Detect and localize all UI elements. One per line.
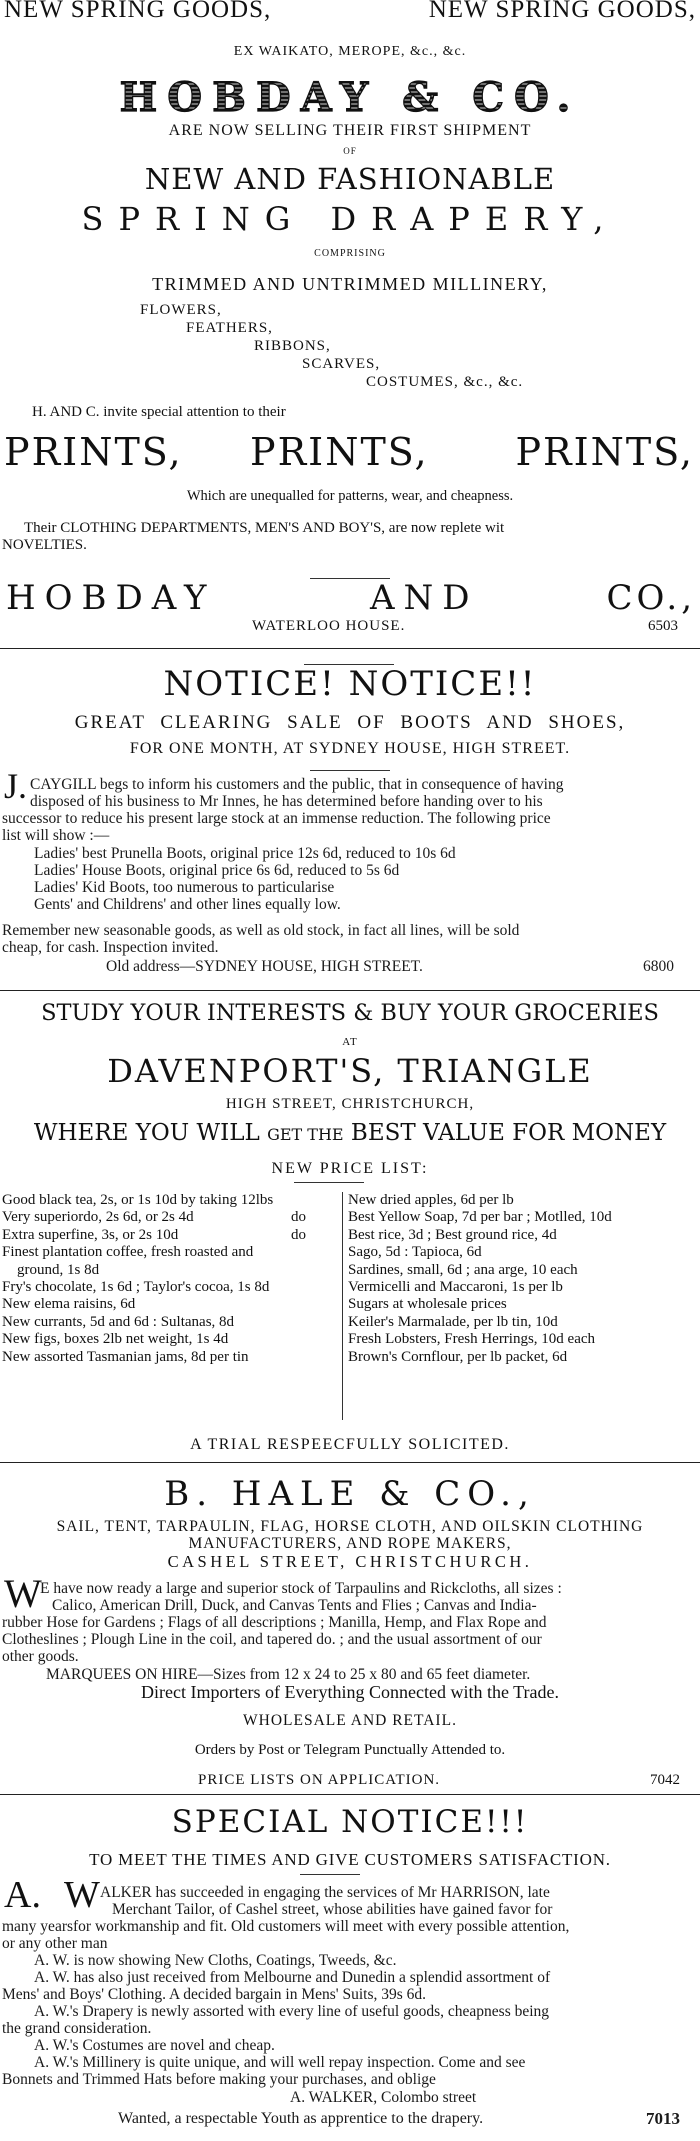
walker-line: Bonnets and Trimmed Hats before making your purchases, and oblige — [2, 2071, 436, 2088]
dropcap-w2: W — [64, 1874, 100, 1916]
price-list-right — [348, 1192, 698, 1366]
hale-para-4: Clotheslines ; Plough Line in the coil, and tapered do. ; and the usual assortment of our — [2, 1631, 542, 1648]
flowers-line: FLOWERS, — [140, 302, 222, 318]
price-row: Fry's chocolate, 1s 6d ; Taylor's cocoa, 1s 8d — [2, 1279, 270, 1296]
walker-line: A. W. has also just received from Melbourne and Dunedin a splendid assortment of — [34, 1969, 551, 1986]
importers-line: Direct Importers of Everything Connected with the Trade. — [141, 1682, 559, 1702]
hale-address: CASHEL STREET, CHRISTCHURCH. — [167, 1552, 533, 1571]
price-list-divider — [342, 1192, 343, 1420]
caygill-para-2: disposed of his business to Mr Innes, he has determined before handing over to his — [30, 793, 543, 810]
spring-drapery: SPRING DRAPERY, — [81, 200, 619, 238]
dropcap-j: J. — [4, 766, 28, 806]
short-rule — [310, 770, 390, 771]
spring-goods-right: NEW SPRING GOODS, — [428, 0, 696, 23]
caygill-para-4: list will show :— — [2, 827, 110, 844]
prints-1: PRINTS, — [4, 430, 183, 474]
ad5-ref: 7013 — [646, 2109, 680, 2128]
new-fashionable: NEW AND FASHIONABLE — [144, 162, 556, 196]
hale-name: B. HALE & CO., — [164, 1474, 536, 1514]
davenports-address: HIGH STREET, CHRISTCHURCH, — [225, 1096, 475, 1112]
price-list-left — [2, 1192, 340, 1366]
prints-2: PRINTS, — [250, 430, 429, 474]
walker-para-1: ALKER has succeeded in engaging the services of Mr HARRISON, late — [100, 1884, 550, 1901]
unequalled-line: Which are unequalled for patterns, wear, and cheapness. — [186, 488, 514, 504]
notice-title: NOTICE! NOTICE!! — [163, 664, 537, 704]
hobday-logo-text: HOBDAY & CO. — [119, 78, 581, 118]
waterloo-house: WATERLOO HOUSE. — [252, 618, 406, 634]
davenports-name: DAVENPORT'S, TRIANGLE — [107, 1052, 593, 1090]
marquees-line: MARQUEES ON HIRE—Sizes from 12 x 24 to 25 x 80 and 65 feet diameter. — [46, 1666, 531, 1683]
walker-line: Mens' and Boys' Clothing. A decided bargain in Mens' Suits, 39s 6d. — [2, 1986, 427, 2003]
groceries-headline: STUDY YOUR INTERESTS & BUY YOUR GROCERIES — [41, 1000, 659, 1026]
best-value-for-money: BEST VALUE FOR MONEY — [350, 1120, 667, 1146]
price-row: Sago, 5d : Tapioca, 6d — [348, 1244, 482, 1261]
price-row: Sardines, small, 6d ; ana arge, 10 each — [348, 1261, 578, 1278]
price-row: ground, 1s 8d — [2, 1261, 100, 1278]
costumes-line: COSTUMES, &c., &c. — [366, 374, 524, 390]
hale-para-3: rubber Hose for Gardens ; Flags of all descriptions ; Manilla, Hemp, and Flax Rope and — [2, 1614, 547, 1631]
price-row: Finest plantation coffee, fresh roasted and — [2, 1244, 254, 1261]
walker-line: A. W.'s Drapery is newly assorted with every line of useful goods, cheapness being — [34, 2003, 550, 2020]
price-row: New elema raisins, 6d — [2, 1296, 136, 1313]
ex-ships-line: EX WAIKATO, MEROPE, &c., &c. — [233, 44, 467, 59]
where-you-will: WHERE YOU WILL — [33, 1120, 260, 1146]
price-row: New assorted Tasmanian jams, 8d per tin — [2, 1348, 249, 1365]
price-list-title: NEW PRICE LIST: — [271, 1160, 429, 1177]
hobday-footer-2: AND — [370, 578, 479, 618]
prints-3: PRINTS, — [515, 430, 694, 474]
ad-divider — [0, 1462, 700, 1463]
at-word: AT — [342, 1036, 358, 1048]
clearing-sale-line: GREAT CLEARING SALE OF BOOTS AND SHOES, — [74, 712, 626, 733]
price-row: Sugars at wholesale prices — [348, 1296, 507, 1313]
price-row: Keiler's Marmalade, per lb tin, 10d — [348, 1313, 558, 1330]
hobday-logo-art — [10, 78, 690, 118]
orders-line: Orders by Post or Telegram Punctually Attended to. — [194, 1742, 506, 1758]
ad-divider — [0, 648, 700, 649]
hale-para-5: other goods. — [2, 1648, 79, 1665]
selling-line: ARE NOW SELLING THEIR FIRST SHIPMENT — [168, 122, 532, 139]
caygill-para-3: successor to reduce his present large stock at an immense reduction. The following price — [2, 810, 551, 827]
ad4-ref: 7042 — [650, 1772, 680, 1788]
price-row: Fresh Lobsters, Fresh Herrings, 10d each — [348, 1331, 596, 1348]
wanted-line: Wanted, a respectable Youth as apprentice to the drapery. — [118, 2110, 484, 2127]
walker-line: A. W. is now showing New Cloths, Coatings, Tweeds, &c. — [34, 1952, 397, 1969]
price-row: New currants, 5d and 6d : Sultanas, 8d — [2, 1313, 235, 1330]
spring-goods-left: NEW SPRING GOODS, — [4, 0, 272, 23]
ad-divider — [0, 1794, 700, 1795]
special-notice-title: SPECIAL NOTICE!!! — [171, 1804, 529, 1840]
caygill-para-1: CAYGILL begs to inform his customers and the public, that in consequence of having — [30, 776, 564, 793]
price-row: Best Yellow Soap, 7d per bar ; Motlled, 10d — [348, 1209, 612, 1226]
boot-item: Ladies' House Boots, original price 6s 6d, reduced to 5s 6d — [34, 862, 400, 879]
short-rule — [300, 1874, 360, 1875]
price-row: Very superiordo, 2s 6d, or 2s 4d do — [2, 1209, 306, 1226]
price-lists-line: PRICE LISTS ON APPLICATION. — [198, 1772, 441, 1788]
price-row: Best rice, 3d ; Best ground rice, 4d — [348, 1226, 557, 1243]
price-row: New dried apples, 6d per lb — [348, 1192, 514, 1208]
dropcap-w: W — [4, 1571, 42, 1616]
hale-trades-1: SAIL, TENT, TARPAULIN, FLAG, HORSE CLOTH, AND OILSKIN CLOTHING — [56, 1518, 644, 1535]
hobday-footer-1: HOBDAY — [6, 578, 216, 618]
invite-line: H. AND C. invite special attention to their — [32, 404, 286, 420]
walker-signature: A. WALKER, Colombo street — [290, 2089, 477, 2106]
old-address: Old address—SYDNEY HOUSE, HIGH STREET. — [106, 958, 423, 975]
walker-line: A. W.'s Millinery is quite unique, and will well repay inspection. Come and see — [34, 2054, 526, 2071]
price-row: Vermicelli and Maccaroni, 1s per lb — [348, 1279, 563, 1296]
walker-para-3: many yearsfor workmanship and fit. Old customers will meet with every possible attention, — [2, 1918, 570, 1935]
hobday-footer-3: CO., — [606, 578, 696, 618]
ad-divider — [0, 990, 700, 991]
trial-solicited: A TRIAL RESPEECFULLY SOLICITED. — [190, 1436, 510, 1453]
best-value-line — [0, 1120, 700, 1146]
hale-trades-2: MANUFACTURERS, AND ROPE MAKERS, — [188, 1535, 512, 1552]
of-word: OF — [343, 146, 357, 156]
boot-item: Ladies' Kid Boots, too numerous to particularise — [34, 879, 335, 896]
hale-para-2: Calico, American Drill, Duck, and Canvas Tents and Flies ; Canvas and India- — [52, 1597, 537, 1614]
feathers-line: FEATHERS, — [186, 320, 273, 336]
wholesale-retail: WHOLESALE AND RETAIL. — [243, 1712, 457, 1729]
one-month-line: FOR ONE MONTH, AT SYDNEY HOUSE, HIGH STREET. — [129, 740, 571, 757]
clothing-line-2: NOVELTIES. — [2, 537, 87, 553]
dropcap-a: A. — [4, 1874, 41, 1916]
boot-item: Ladies' best Prunella Boots, original price 12s 6d, reduced to 10s 6d — [34, 845, 456, 862]
hobday-logo — [0, 78, 700, 118]
walker-line: A. W.'s Costumes are novel and cheap. — [34, 2037, 275, 2054]
short-rule — [294, 1182, 364, 1183]
remember-line-2: cheap, for cash. Inspection invited. — [2, 939, 219, 956]
ad2-ref: 6800 — [643, 958, 674, 975]
price-row: Brown's Cornflour, per lb packet, 6d — [348, 1348, 568, 1365]
clothing-line-1: Their CLOTHING DEPARTMENTS, MEN'S AND BOY'S, are now replete wit — [24, 520, 505, 536]
boot-item: Gents' and Childrens' and other lines equally low. — [34, 896, 341, 913]
millinery-line: TRIMMED AND UNTRIMMED MILLINERY, — [152, 274, 548, 294]
walker-line: the grand consideration. — [2, 2020, 152, 2037]
meet-the-times: TO MEET THE TIMES AND GIVE CUSTOMERS SATISFACTION. — [89, 1850, 611, 1869]
ad1-ref: 6503 — [648, 618, 678, 634]
price-row: Extra superfine, 3s, or 2s 10d do — [2, 1226, 306, 1243]
price-row: New figs, boxes 2lb net weight, 1s 4d — [2, 1331, 229, 1348]
walker-para-4: or any other man — [2, 1935, 108, 1952]
scarves-line: SCARVES, — [302, 356, 381, 372]
get-the: GET THE — [267, 1125, 344, 1144]
walker-para-2: Merchant Tailor, of Cashel street, whose abilities have gained favor for — [112, 1901, 553, 1918]
hale-para-1: E have now ready a large and superior stock of Tarpaulins and Rickcloths, all sizes : — [40, 1580, 562, 1597]
price-row: Good black tea, 2s, or 1s 10d by taking 12lbs — [2, 1192, 274, 1208]
remember-line-1: Remember new seasonable goods, as well as old stock, in fact all lines, will be sold — [2, 922, 520, 939]
comprising: COMPRISING — [314, 248, 386, 259]
ribbons-line: RIBBONS, — [254, 338, 331, 354]
